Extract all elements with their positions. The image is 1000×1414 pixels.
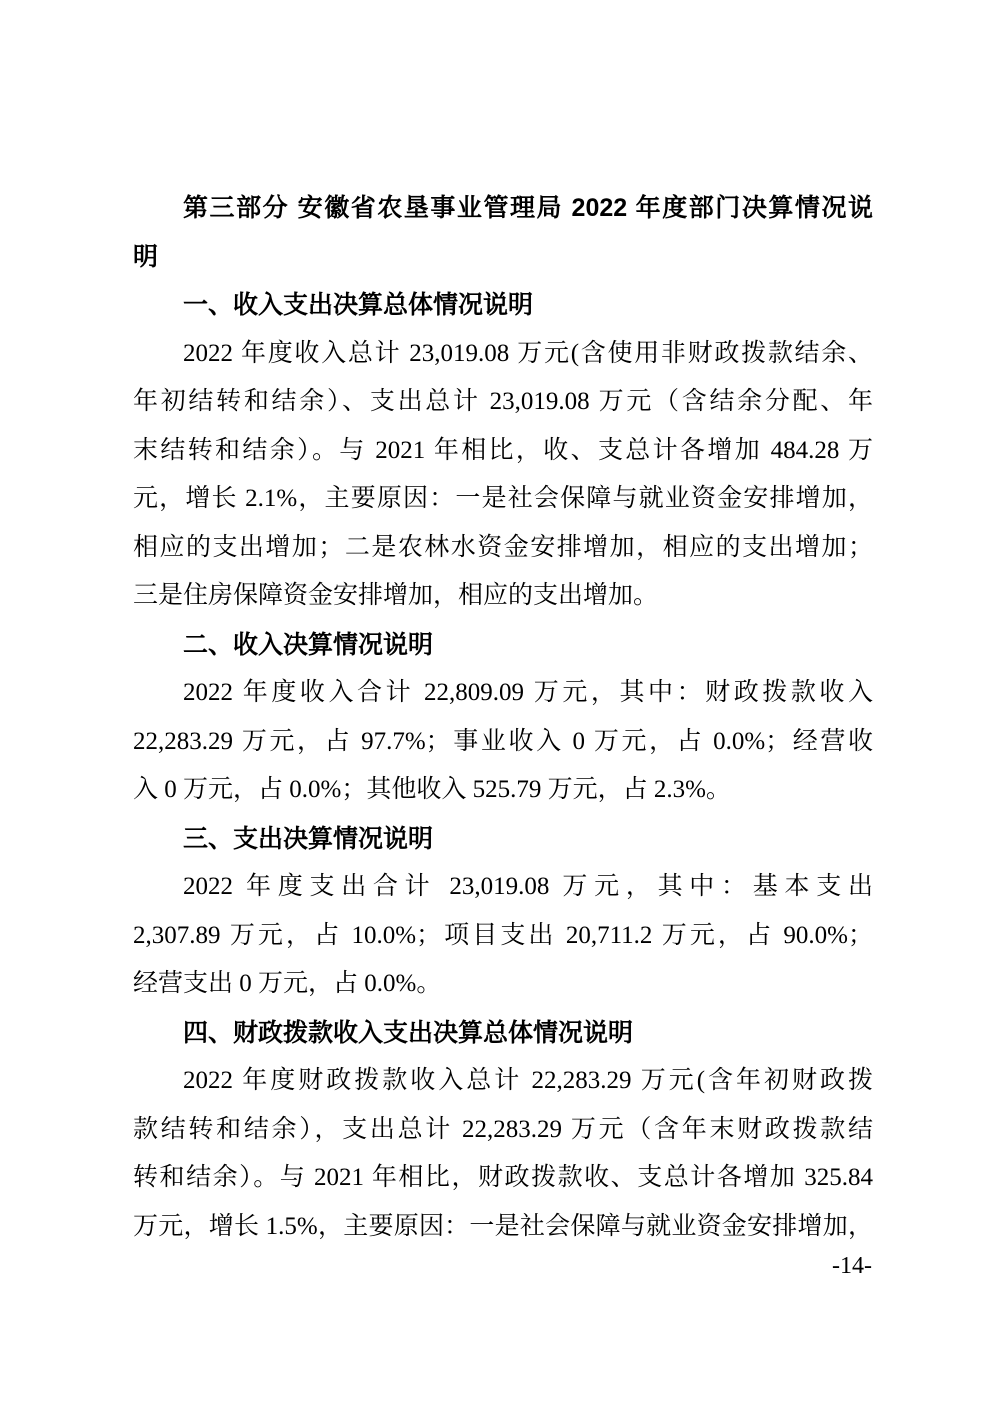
paragraph-line: 末结转和结余）。与 2021 年相比，收、支总计各增加 484.28 万 (133, 436, 873, 464)
paragraph-line: 年初结转和结余）、支出总计 23,019.08 万元（含结余分配、年 (133, 388, 873, 415)
paragraph-line: 2,307.89 万元，占 10.0%；项目支出 20,711.2 万元，占 90.0%； (133, 921, 873, 949)
section-4-heading: 四、财政拨款收入支出决算总体情况说明 (183, 1018, 634, 1047)
paragraph-line: 2022 年度收入合计 22,809.09 万元，其中：财政拨款收入 (183, 679, 873, 706)
section-2-heading: 二、收入决算情况说明 (183, 630, 434, 659)
paragraph-line: 2022 年度支出合计 23,019.08 万元，其中：基本支出 (183, 873, 873, 900)
paragraph-line: 款结转和结余），支出总计 22,283.29 万元（含年末财政拨款结 (133, 1115, 873, 1143)
title-line: 明 (133, 242, 159, 271)
document-body (133, 184, 873, 1251)
section-3 (133, 815, 873, 1009)
section-2-paragraph (133, 669, 873, 815)
paragraph-line: 转和结余）。与 2021 年相比，财政拨款收、支总计各增加 325.84 (133, 1164, 873, 1191)
title-line: 第三部分 安徽省农垦事业管理局 2022 年度部门决算情况说 (183, 194, 873, 222)
paragraph-line: 2022 年度财政拨款收入总计 22,283.29 万元(含年初财政拨 (183, 1067, 873, 1094)
paragraph-line: 元，增长 2.1%，主要原因：一是社会保障与就业资金安排增加， (133, 485, 873, 512)
section-3-heading: 三、支出决算情况说明 (183, 824, 434, 853)
paragraph-line: 2022 年度收入总计 23,019.08 万元(含使用非财政拨款结余、 (183, 339, 873, 367)
section-1 (133, 281, 873, 621)
section-1-paragraph (133, 330, 873, 621)
paragraph-line: 入 0 万元，占 0.0%；其他收入 525.79 万元，占 2.3%。 (133, 776, 731, 803)
paragraph-line: 三是住房保障资金安排增加，相应的支出增加。 (133, 582, 659, 609)
section-4-paragraph (133, 1057, 873, 1251)
paragraph-line: 22,283.29 万元，占 97.7%；事业收入 0 万元，占 0.0%；经营收 (133, 727, 873, 755)
paragraph-line: 相应的支出增加；二是农林水资金安排增加，相应的支出增加； (133, 533, 873, 561)
page-number: -14- (832, 1253, 872, 1279)
section-3-paragraph (133, 863, 873, 1009)
paragraph-line: 经营支出 0 万元，占 0.0%。 (133, 970, 442, 997)
paragraph-line: 万元，增长 1.5%，主要原因：一是社会保障与就业资金安排增加， (133, 1212, 873, 1240)
document-title (133, 184, 873, 281)
section-4 (133, 1009, 873, 1252)
section-1-heading: 一、收入支出决算总体情况说明 (183, 291, 534, 319)
section-2 (133, 621, 873, 815)
